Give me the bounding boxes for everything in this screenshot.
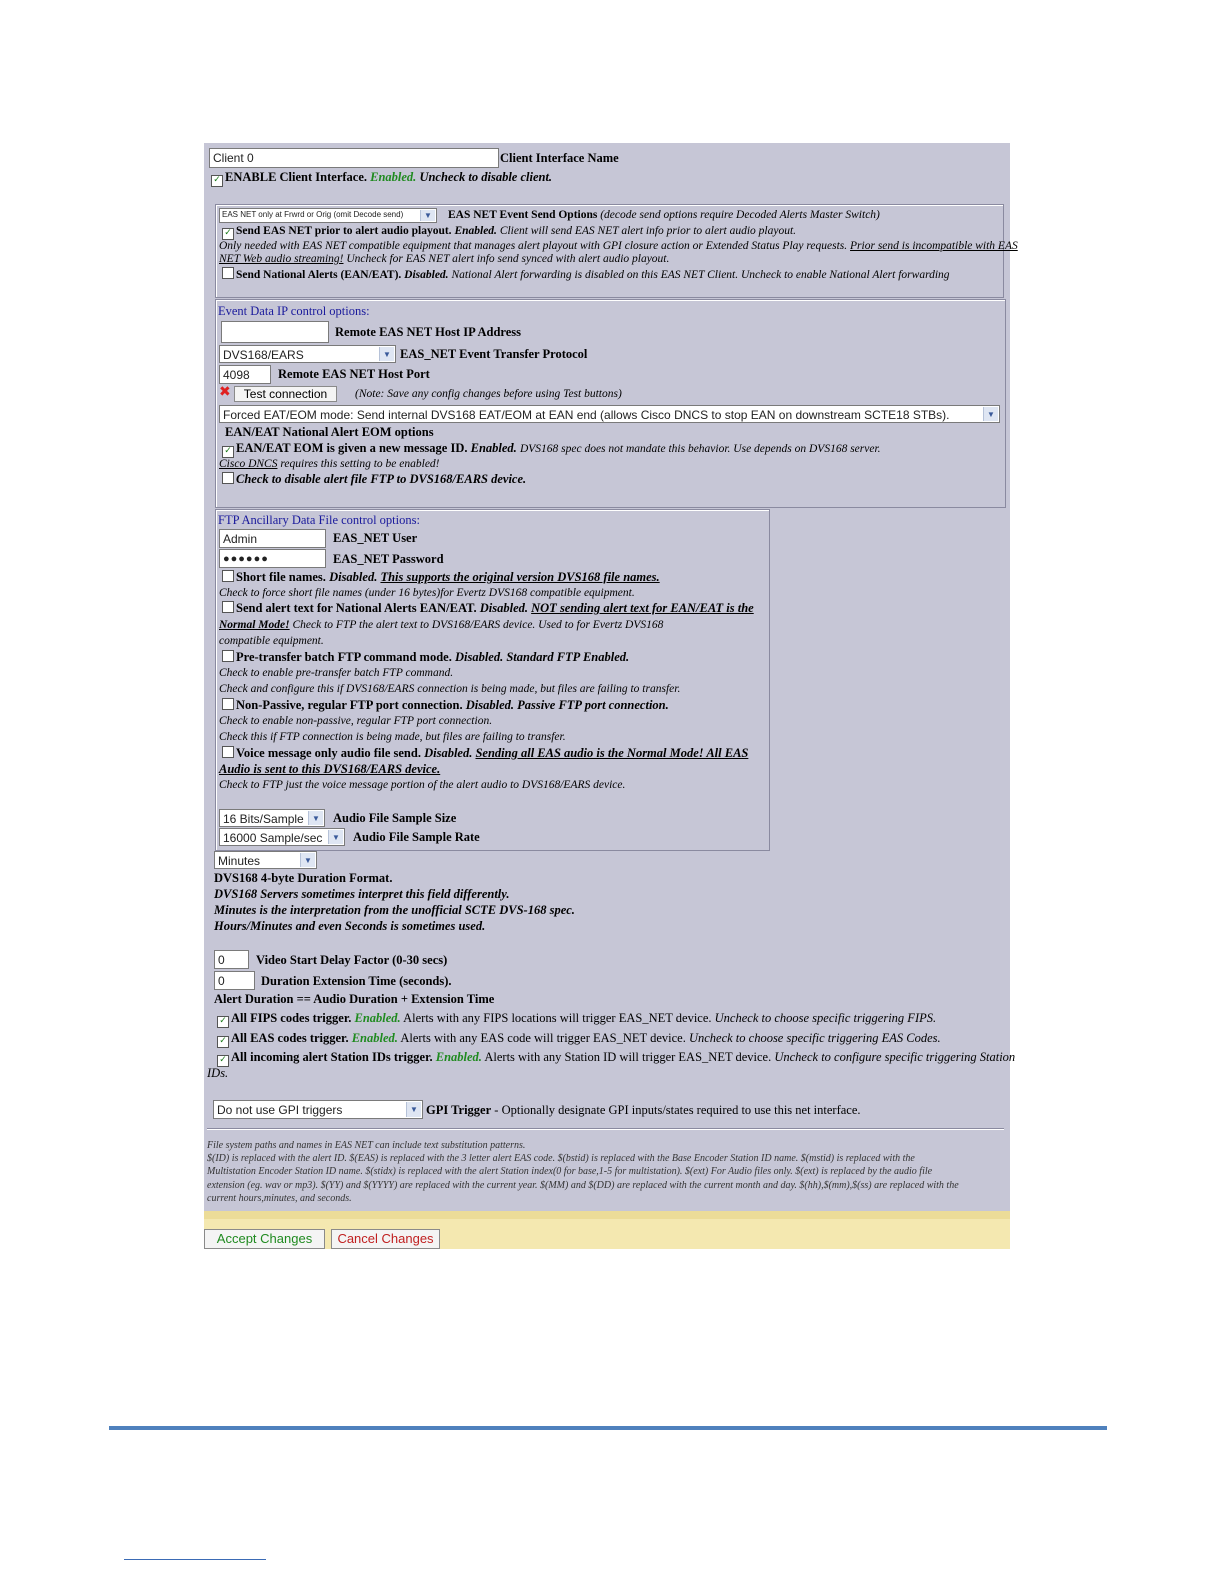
duration-format-value: Minutes xyxy=(218,854,261,868)
prior-note-b: Uncheck for EAS NET alert info send synced with alert audio playout. xyxy=(346,253,670,265)
duration-note-2: Minutes is the interpretation from the unofficial SCTE DVS-168 spec. xyxy=(214,903,575,917)
fips-trigger-status: Enabled. xyxy=(354,1011,401,1025)
national-label: Send National Alerts (EAN/EAT). xyxy=(236,269,402,281)
subst-note-1: File system paths and names in EAS NET can include text substitution patterns. xyxy=(207,1140,526,1151)
short-names-checkbox[interactable] xyxy=(222,570,234,582)
station-trigger-hint-2: IDs. xyxy=(207,1066,229,1080)
fips-trigger-hint-italic: Uncheck to choose specific triggering FIPS. xyxy=(714,1011,937,1025)
client-name-input[interactable]: Client 0 xyxy=(209,148,499,168)
enable-client-label: ENABLE Client Interface. xyxy=(225,170,367,184)
test-connection-button[interactable]: Test connection xyxy=(234,386,337,402)
duration-note-1: DVS168 Servers sometimes interpret this field differently. xyxy=(214,887,510,901)
chevron-down-icon: ▼ xyxy=(300,853,315,867)
gpi-trigger-row xyxy=(426,1103,861,1118)
fips-trigger-checkbox[interactable]: ✓ xyxy=(217,1016,229,1028)
sample-rate-select[interactable] xyxy=(219,828,345,846)
pre-transfer-checkbox[interactable] xyxy=(222,650,234,662)
duration-note-3: Hours/Minutes and even Seconds is sometimes used. xyxy=(214,919,486,933)
station-trigger-hint-italic: Uncheck to configure specific triggering Station xyxy=(774,1050,1016,1064)
ftp-heading: FTP Ancillary Data File control options: xyxy=(218,513,420,527)
eom-note: requires this setting to be enabled! xyxy=(280,458,440,470)
eom-status: Enabled. xyxy=(470,441,517,455)
eom-note-u: Cisco DNCS xyxy=(219,458,278,470)
protocol-label: EAS_NET Event Transfer Protocol xyxy=(400,347,588,361)
ean-text-hint-2: compatible equipment. xyxy=(219,635,324,647)
voice-only-status: Disabled. xyxy=(424,746,473,760)
fips-trigger-row xyxy=(217,1011,936,1028)
pre-transfer-row xyxy=(222,650,629,665)
fips-trigger-label: All FIPS codes trigger. xyxy=(231,1011,352,1025)
chevron-down-icon: ▼ xyxy=(406,1102,421,1117)
ftp-user-label: EAS_NET User xyxy=(333,531,418,545)
eom-checkbox[interactable]: ✓ xyxy=(222,446,234,458)
gpi-trigger-label: GPI Trigger xyxy=(426,1103,492,1117)
subst-note-2: $(ID) is replaced with the alert ID. $(EAS) is replaced with the 3 letter alert EAS code. $(bstid) is replaced with the Base Encoder Station ID name. $(mstid) is replaced with the xyxy=(207,1153,915,1164)
send-prior-label: Send EAS NET prior to alert audio playout. xyxy=(236,225,452,237)
send-prior-checkbox[interactable]: ✓ xyxy=(222,228,234,240)
ftp-disable-checkbox[interactable] xyxy=(222,472,234,484)
short-names-hint: Check to force short file names (under 16 bytes)for Evertz DVS168 compatible equipment. xyxy=(219,587,635,599)
voice-only-note-2: Audio is sent to this DVS168/EARS device. xyxy=(219,762,441,776)
chevron-down-icon: ▼ xyxy=(420,210,435,221)
extension-time-label: Duration Extension Time (seconds). xyxy=(261,974,452,988)
video-delay-input[interactable]: 0 xyxy=(214,950,249,969)
prior-note-a: Only needed with EAS NET compatible equipment that manages alert playout with GPI closure action or Extended Status Play requests. xyxy=(219,240,848,252)
host-port-label: Remote EAS NET Host Port xyxy=(278,367,430,381)
ean-text-note-1: NOT sending alert text for EAN/EAT is the xyxy=(531,601,754,615)
enable-client-row xyxy=(211,170,552,187)
ean-text-hint-1: Check to FTP the alert text to DVS168/EARS device. Used to for Evertz DVS168 xyxy=(292,619,664,631)
send-prior-note-2 xyxy=(219,252,669,266)
eom-label: EAN/EAT EOM is given a new message ID. xyxy=(236,441,468,455)
eom-heading: EAN/EAT National Alert EOM options xyxy=(225,425,434,439)
video-delay-label: Video Start Delay Factor (0-30 secs) xyxy=(256,953,448,967)
gpi-trigger-hint: - Optionally designate GPI inputs/states required to use this net interface. xyxy=(494,1103,861,1117)
prior-note-u2: NET Web audio streaming! xyxy=(219,253,344,265)
short-names-label: Short file names. xyxy=(236,570,326,584)
national-row xyxy=(222,267,950,282)
ean-text-status: Disabled. xyxy=(479,601,528,615)
sample-size-value: 16 Bits/Sample xyxy=(223,812,304,826)
gpi-trigger-value: Do not use GPI triggers xyxy=(217,1103,343,1117)
host-ip-input[interactable] xyxy=(221,321,329,343)
eas-trigger-hint-italic: Uncheck to choose specific triggering EAS Codes. xyxy=(688,1031,941,1045)
station-trigger-checkbox[interactable]: ✓ xyxy=(217,1055,229,1067)
forced-eat-select-value: Forced EAT/EOM mode: Send internal DVS168 EAT/EOM at EAN end (allows Cisco DNCS to stop EAN on downstream SCTE18 STBs). xyxy=(223,408,950,422)
send-prior-status: Enabled. xyxy=(454,225,497,237)
ftp-password-label: EAS_NET Password xyxy=(333,552,444,566)
eas-trigger-label: All EAS codes trigger. xyxy=(231,1031,349,1045)
non-passive-label: Non-Passive, regular FTP port connection. xyxy=(236,698,463,712)
sample-size-label: Audio File Sample Size xyxy=(333,811,457,825)
chevron-down-icon: ▼ xyxy=(308,811,323,825)
short-names-note: This supports the original version DVS168 file names. xyxy=(380,570,660,584)
chevron-down-icon: ▼ xyxy=(328,830,343,844)
station-trigger-label: All incoming alert Station IDs trigger. xyxy=(231,1050,433,1064)
eom-row xyxy=(222,441,881,458)
error-x-icon: ✖ xyxy=(219,384,231,400)
voice-only-row xyxy=(222,746,748,761)
subst-note-3: Multistation Encoder Station ID name. $(stidx) is replaced with the alert Station index(0 for base,1-5 for multistation). $(ext) For Audio files only. $(ext) is replaced by the audio file xyxy=(207,1166,933,1177)
extension-time-input[interactable]: 0 xyxy=(214,971,255,990)
eas-trigger-checkbox[interactable]: ✓ xyxy=(217,1036,229,1048)
enable-client-status: Enabled. xyxy=(370,170,417,184)
eas-net-send-select-value: EAS NET only at Frwrd or Orig (omit Decode send) xyxy=(222,210,404,219)
non-passive-hint-1: Check to enable non-passive, regular FTP port connection. xyxy=(219,715,493,727)
host-port-input[interactable]: 4098 xyxy=(219,365,271,384)
eas-trigger-row xyxy=(217,1031,941,1048)
divider xyxy=(207,1128,1004,1130)
subst-note-4: extension (eg. wav or mp3). $(YY) and $(YYYY) are replaced with the current year. $(MM) and $(DD) are replaced with the current month and day. $(hh),$(mm),$(ss) are replaced with the xyxy=(207,1180,959,1191)
eas-net-send-hint: (decode send options require Decoded Alerts Master Switch) xyxy=(600,209,880,221)
eom-hint: DVS168 spec does not mandate this behavior. Use depends on DVS168 server. xyxy=(519,443,881,455)
chevron-down-icon: ▼ xyxy=(379,347,394,361)
voice-only-note-1: Sending all EAS audio is the Normal Mode! All EAS xyxy=(475,746,749,760)
station-trigger-status: Enabled. xyxy=(435,1050,482,1064)
sample-rate-label: Audio File Sample Rate xyxy=(353,830,480,844)
duration-formula: Alert Duration == Audio Duration + Extension Time xyxy=(214,992,495,1006)
prior-note-u1: Prior send is incompatible with EAS xyxy=(850,240,1018,252)
ftp-password-input[interactable]: ●●●●●● xyxy=(219,549,326,568)
duration-format-select[interactable] xyxy=(214,851,317,869)
eom-note-row xyxy=(219,457,440,471)
client-name-label: Client Interface Name xyxy=(500,151,619,165)
ean-text-note-2: Normal Mode! xyxy=(219,619,290,631)
ean-text-row xyxy=(222,601,754,616)
eas-trigger-hint: Alerts with any EAS code will trigger EAS_NET device. xyxy=(400,1031,686,1045)
eas-net-send-row xyxy=(448,208,880,222)
event-ip-heading: Event Data IP control options: xyxy=(218,304,370,318)
ftp-user-input[interactable]: Admin xyxy=(219,529,326,548)
non-passive-row xyxy=(222,698,669,713)
short-names-status: Disabled. xyxy=(329,570,378,584)
short-names-row xyxy=(222,570,660,585)
send-prior-hint: Client will send EAS NET alert info prior to alert audio playout. xyxy=(499,225,797,237)
cancel-changes-button[interactable]: Cancel Changes xyxy=(331,1229,440,1249)
ean-text-label: Send alert text for National Alerts EAN/EAT. xyxy=(236,601,477,615)
gpi-trigger-select[interactable] xyxy=(213,1100,423,1119)
enable-client-checkbox[interactable]: ✓ xyxy=(211,175,223,187)
protocol-select-value: DVS168/EARS xyxy=(223,348,304,362)
pre-transfer-label: Pre-transfer batch FTP command mode. xyxy=(236,650,452,664)
ftp-disable-label: Check to disable alert file FTP to DVS168/EARS device. xyxy=(236,472,527,486)
pre-transfer-status: Disabled. Standard FTP Enabled. xyxy=(454,650,630,664)
non-passive-status: Disabled. Passive FTP port connection. xyxy=(465,698,669,712)
station-trigger-hint: Alerts with any Station ID will trigger EAS_NET device. xyxy=(484,1050,772,1064)
eas-net-send-select[interactable] xyxy=(219,208,437,223)
enable-client-hint: Uncheck to disable client. xyxy=(419,170,553,184)
ftp-disable-row xyxy=(222,472,526,487)
eas-net-send-label: EAS NET Event Send Options xyxy=(448,209,598,221)
protocol-select[interactable] xyxy=(219,345,396,363)
ean-text-checkbox[interactable] xyxy=(222,601,234,613)
non-passive-checkbox[interactable] xyxy=(222,698,234,710)
station-trigger-row xyxy=(217,1050,1015,1067)
test-note: (Note: Save any config changes before using Test buttons) xyxy=(355,388,622,400)
subst-note-5: current hours,minutes, and seconds. xyxy=(207,1193,352,1204)
national-status: Disabled. xyxy=(404,269,449,281)
voice-only-label: Voice message only audio file send. xyxy=(236,746,421,760)
pre-transfer-hint-2: Check and configure this if DVS168/EARS connection is being made, but files are failing to transfer. xyxy=(219,683,681,695)
accept-changes-button[interactable]: Accept Changes xyxy=(204,1229,325,1249)
sample-rate-value: 16000 Sample/sec xyxy=(223,831,323,845)
non-passive-hint-2: Check this if FTP connection is being made, but files are failing to transfer. xyxy=(219,731,566,743)
voice-only-checkbox[interactable] xyxy=(222,746,234,758)
duration-format-label: DVS168 4-byte Duration Format. xyxy=(214,871,393,885)
pre-transfer-hint-1: Check to enable pre-transfer batch FTP command. xyxy=(219,667,454,679)
voice-only-hint: Check to FTP just the voice message portion of the alert audio to DVS168/EARS device. xyxy=(219,779,626,791)
fips-trigger-hint: Alerts with any FIPS locations will trigger EAS_NET device. xyxy=(403,1011,712,1025)
send-prior-note-1 xyxy=(219,239,1018,253)
chevron-down-icon: ▼ xyxy=(983,407,998,421)
forced-eat-select[interactable] xyxy=(219,405,1000,423)
page-footer-rule xyxy=(109,1426,1107,1430)
national-checkbox[interactable] xyxy=(222,267,234,279)
action-bar-band xyxy=(204,1211,1010,1219)
send-prior-row xyxy=(222,224,796,240)
national-hint: National Alert forwarding is disabled on this EAS NET Client. Uncheck to enable National Alert forwarding xyxy=(451,269,950,281)
ean-text-row-2 xyxy=(219,618,663,632)
sample-size-select[interactable] xyxy=(219,809,325,827)
eas-trigger-status: Enabled. xyxy=(351,1031,398,1045)
footnote-rule xyxy=(124,1559,266,1560)
host-ip-label: Remote EAS NET Host IP Address xyxy=(335,325,522,339)
